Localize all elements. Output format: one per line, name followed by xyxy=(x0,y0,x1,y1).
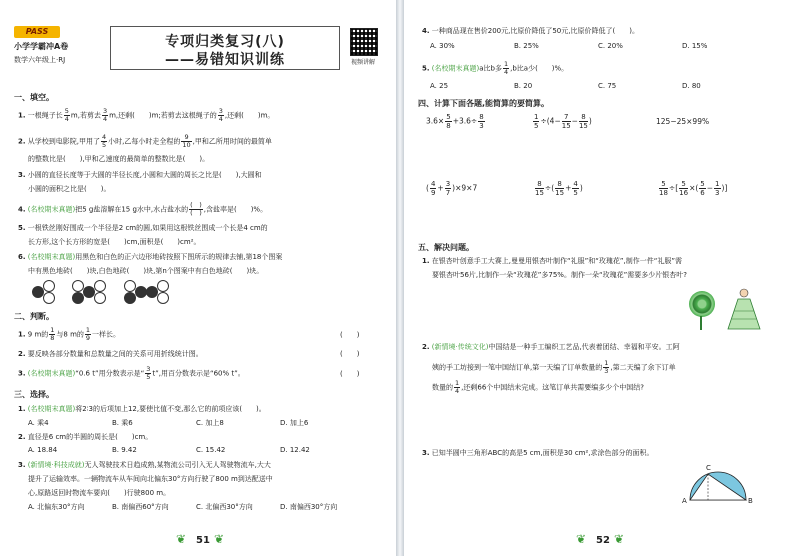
section-fill-heading: 一、填空。 xyxy=(14,93,54,102)
page-number: 51 xyxy=(196,535,210,546)
fraction: $\frac{5}{4}$ xyxy=(64,107,69,123)
fill-question-5-line2: 长方形,这个长方形的宽是( )cm,面积是( )cm²。 xyxy=(28,238,201,246)
choose-question-2: 2. 直径是6 cm的半圆的周长是( )cm。 xyxy=(18,433,153,441)
fraction: $\frac{1}{8}$ xyxy=(50,326,55,342)
page-header xyxy=(10,26,386,70)
choose-2-option-a[interactable]: A. 18.84 xyxy=(28,446,58,454)
judge-question-1: 1. 9 m的 $\frac{1}{8}$ 与8 m的 $\frac{1}{9}$ 一样长。 xyxy=(18,326,121,342)
choose-1-option-b[interactable]: B. 乘6 xyxy=(112,419,133,427)
choose-5-option-b[interactable]: B. 20 xyxy=(514,82,533,90)
solve-question-1-line2: 要银杏叶56片,比制作一朵“玫瑰花”多75%。制作一朵“玫瑰花”需要多少片银杏叶? xyxy=(432,271,687,279)
solve-question-2: 2. (新情境·传统文化)中国结是一种手工编织工艺品,代表着团结、幸福和平安。工阿 xyxy=(422,343,680,351)
judge-question-2: 2. 要反映各部分数量和总数量之间的关系可用折线统计图。 xyxy=(18,350,203,358)
fraction: $\frac{1}{4}$ xyxy=(503,60,509,76)
book-gutter xyxy=(396,0,404,556)
leaf-icon: ❦ xyxy=(176,532,187,546)
rose-stem xyxy=(700,316,702,330)
rose-illustration xyxy=(689,291,715,317)
fraction: $\frac{3}{4}$ xyxy=(218,107,223,123)
section-judge-heading: 二、判断。 xyxy=(14,312,54,321)
fraction: $\frac{3}{4}$ xyxy=(102,107,108,123)
title-box xyxy=(110,26,340,70)
choose-3-option-c[interactable]: C. 北偏西30°方向 xyxy=(196,503,253,511)
choose-5-option-c[interactable]: C. 75 xyxy=(598,82,617,90)
choose-2-option-c[interactable]: C. 15.42 xyxy=(196,446,226,454)
page-subtitle: ——易错知识训练 xyxy=(165,52,285,68)
judge-answer-3[interactable]: ( ) xyxy=(340,370,360,378)
figure-label-c: C xyxy=(706,464,711,472)
choose-2-option-d[interactable]: D. 12.42 xyxy=(280,446,310,454)
solve-question-2-line3: 数量的 $\frac{1}{4}$ ,还剩66个中国结未完成。这笔订单共需要编多少个中国结? xyxy=(432,379,644,395)
section-choose-heading: 三、选择。 xyxy=(14,390,54,399)
judge-answer-1[interactable]: ( ) xyxy=(340,331,360,339)
solve-question-1: 1. 在银杏叶创意手工大赛上,曼曼用银杏叶制作“礼服”和“玫瑰花”,制作一件“礼服”需 xyxy=(422,257,682,265)
section-solve-heading: 五、解决问题。 xyxy=(418,243,474,252)
choose-4-option-a[interactable]: A. 30% xyxy=(430,42,455,50)
choose-3-option-d[interactable]: D. 南偏西30°方向 xyxy=(280,503,338,511)
fill-question-1: 1. 一根绳子长 $\frac{5}{4}$ m,若剪去 $\frac{3}{4}$ m,还剩( )m;若剪去这根绳子的 $\frac{3}{4}$ ,还剩( )m。 xyxy=(18,107,275,123)
calc-expression-3: 125−25×99% xyxy=(656,117,710,126)
leaf-icon: ❦ xyxy=(614,532,625,546)
calc-expression-6: $\frac{5}{18}$ ÷[ $\frac{5}{16}$ ×( $\frac{5}{6}$ − $\frac{1}{3}$ )] xyxy=(659,180,728,197)
calc-expression-1: 3.6× $\frac{5}{8}$ +3.6÷ $\frac{8}{3}$ xyxy=(426,113,484,130)
leaf-icon: ❦ xyxy=(214,532,225,546)
fill-question-3-line2: 小圆的面积之比是( )。 xyxy=(28,185,111,193)
fill-question-4: 4. (名校期末真题)把5 g盐溶解在15 g水中,水占盐水的 $\frac{( )}{( )}$ ,含盐率是( )%。 xyxy=(18,201,268,217)
choose-question-3: 3. (新情境·科技成就)无人驾驶技术日趋成熟,某物流公司引入无人驾驶物流车,大大 xyxy=(18,461,271,469)
choose-5-option-a[interactable]: A. 25 xyxy=(430,82,449,90)
choose-question-4: 4. 一种商品现在售价200元,比原价降低了50元,比原价降低了( )。 xyxy=(422,27,639,35)
judge-answer-2[interactable]: ( ) xyxy=(340,350,360,358)
choose-4-option-d[interactable]: D. 15% xyxy=(682,42,708,50)
figure-label-b: B xyxy=(748,497,753,505)
qr-code[interactable] xyxy=(350,28,378,56)
choose-4-option-b[interactable]: B. 25% xyxy=(514,42,539,50)
fill-question-3: 3. 小圆的直径长度等于大圆的半径长度,小圆和大圆的周长之比是( ),大圆和 xyxy=(18,171,262,179)
calc-expression-2: $\frac{1}{5}$ ÷(4− $\frac{7}{15}$ − $\frac{8}{15}$ ) xyxy=(534,113,592,130)
choose-1-option-c[interactable]: C. 加上8 xyxy=(196,419,224,427)
page-title: 专项归类复习(八) xyxy=(165,34,285,50)
solve-question-2-line2: 姨的手工坊接到一笔中国结订单,第一天编了订单数量的 $\frac{1}{3}$ ,第二天编了余下订单 xyxy=(432,359,676,375)
choose-question-3-line3: 心,原路返回时物流车要向( )行驶800 m。 xyxy=(28,489,171,497)
judge-question-3: 3. (名校期末真题)“0.6 t”用分数表示是“ $\frac{3}{5}$ t”,用百分数表示是“60% t”。 xyxy=(18,365,245,381)
choose-2-option-b[interactable]: B. 9.42 xyxy=(112,446,137,454)
choose-question-5: 5. (名校期末真题)a比b多 $\frac{1}{4}$ ,b比a少( )%。 xyxy=(422,60,569,76)
figure-label-a: A xyxy=(682,497,687,505)
fraction: $\frac{1}{9}$ xyxy=(85,326,91,342)
page-number: 52 xyxy=(596,535,610,546)
choose-5-option-d[interactable]: D. 80 xyxy=(682,82,701,90)
choose-3-option-b[interactable]: B. 南偏西60°方向 xyxy=(112,503,169,511)
calc-expression-5: $\frac{8}{15}$ ÷( $\frac{8}{15}$ + $\frac{4}{5}$ ) xyxy=(535,180,583,197)
blank-fraction: $\frac{( )}{( )}$ xyxy=(190,201,202,217)
fraction: $\frac{9}{10}$ xyxy=(182,133,191,149)
dress-illustration xyxy=(724,287,764,331)
choose-4-option-c[interactable]: C. 20% xyxy=(598,42,623,50)
choose-3-option-a[interactable]: A. 北偏东30°方向 xyxy=(28,503,85,511)
brand-logo: PASS xyxy=(14,26,60,38)
choose-question-1: 1. (名校期末真题)将2∶3的后项加上12,要使比值不变,那么它的前项应该( )。 xyxy=(18,405,266,413)
fraction: $\frac{3}{5}$ xyxy=(146,365,151,381)
fill-question-2-line2: 的整数比是( ),甲和乙速度的最简单的整数比是( )。 xyxy=(28,155,210,163)
qr-label: 视频讲解 xyxy=(350,59,375,66)
book-series: 小学学霸冲A卷 xyxy=(14,42,69,51)
section-calc-heading: 四、计算下面各题,能简算的要简算。 xyxy=(418,99,550,108)
left-page xyxy=(0,0,396,556)
fill-question-6: 6. (名校期末真题)用黑色和白色的正六边形地砖按照下图所示的规律去铺,第18个图案 xyxy=(18,253,283,261)
choose-1-option-a[interactable]: A. 乘4 xyxy=(28,419,49,427)
grade-label: 数学六年级上·RJ xyxy=(14,56,66,64)
right-page xyxy=(404,0,800,556)
semicircle-triangle-figure xyxy=(686,470,750,504)
leaf-icon: ❦ xyxy=(576,532,587,546)
calc-expression-4: ( $\frac{4}{9}$ + $\frac{3}{7}$ )×9×7 xyxy=(426,180,478,197)
fill-question-5: 5. 一根铁丝刚好围成一个半径是2 cm的圆,如果用这根铁丝围成一个长是4 cm的 xyxy=(18,224,268,232)
fraction: $\frac{4}{5}$ xyxy=(102,133,107,149)
choose-question-3-line2: 提升了运输效率。一辆物流车从车间向北偏东30°方向行驶了800 m到达配送中 xyxy=(28,475,273,483)
fill-question-2: 2. 从学校到电影院,甲用了 $\frac{4}{5}$ 小时,乙每小时走全程的 $\frac{9}{10}$ ,甲和乙所用时间的最简单 xyxy=(18,133,272,149)
solve-question-3: 3. 已知半圆中三角形ABC的高是5 cm,面积是30 cm²,求涂色部分的面积。 xyxy=(422,449,654,457)
choose-1-option-d[interactable]: D. 加上6 xyxy=(280,419,309,427)
fill-question-6-line2: 中有黑色地砖( )块,白色地砖( )块,第n个图案中有白色地砖( )块。 xyxy=(28,267,264,275)
